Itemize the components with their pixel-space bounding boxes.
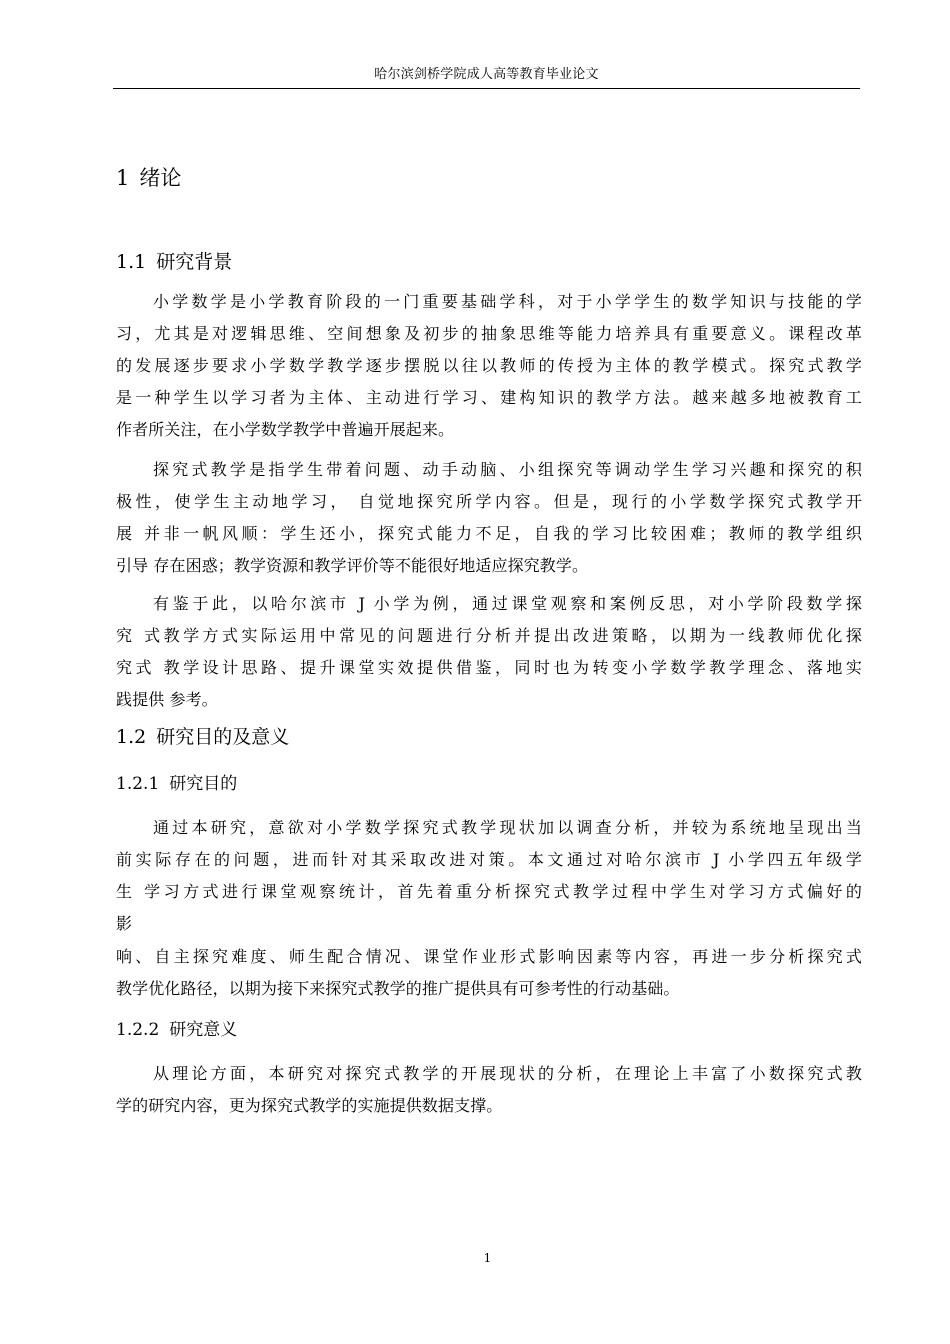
section-number: 1.1: [116, 251, 147, 273]
chapter-number: 1: [116, 166, 130, 190]
subsection-title-text: 研究目的: [169, 774, 238, 794]
running-header: 哈尔滨剑桥学院成人高等教育毕业论文: [374, 67, 599, 82]
subsection-title-text: 研究意义: [169, 1020, 238, 1040]
text-line: 从理论方面，本研究对探究式教学的开展现状的分析，在理论上丰富了小数探究式教: [153, 1064, 862, 1083]
text-line: 学的研究内容，更为探究式教学的实施提供数据支撑。: [116, 1096, 503, 1115]
text-line: 响、自主探究难度、师生配合情况、课堂作业形式影响因素等内容，再进一步分析探究式: [116, 947, 862, 966]
text-line: 究式 教学设计思路、提升课堂实效提供借鉴，同时也为转变小学数学教学理念、落地实: [116, 658, 862, 677]
text-line: 引导 存在困惑；教学资源和教学评价等不能很好地适应探究教学。: [116, 556, 589, 575]
section-title-text: 研究背景: [156, 251, 233, 273]
text-line: 探究式教学是指学生带着问题、动手动脑、小组探究等调动学生学习兴趣和探究的积: [153, 460, 862, 479]
paragraph-significance: [116, 1058, 862, 1122]
text-line: 影: [116, 914, 133, 933]
text-line: 是一种学生以学习者为主体、主动进行学习、建构知识的教学方法。越来越多地被教育工: [116, 388, 862, 407]
text-line: 教学优化路径，以期为接下来探究式教学的推广提供具有可参考性的行动基础。: [116, 979, 680, 998]
section-number: 1.2: [116, 726, 147, 748]
text-line: 习，尤其是对逻辑思维、空间想象及初步的抽象思维等能力培养具有重要意义。课程改革: [116, 324, 862, 343]
section-title-text: 研究目的及意义: [156, 726, 290, 748]
paragraph-background-2: [116, 454, 862, 582]
subsection-title-1-2-1: [116, 771, 237, 797]
subsection-number: 1.2.2: [116, 1020, 160, 1040]
text-line: 生 学习方式进行课堂观察统计，首先着重分析探究式教学过程中学生对学习方式偏好的: [116, 882, 862, 901]
text-line: 小学数学是小学教育阶段的一门重要基础学科，对于小学学生的数学知识与技能的学: [153, 292, 862, 311]
chapter-title-text: 绪论: [139, 166, 182, 190]
text-line: 极性，使学生主动地学习， 自觉地探究所学内容。但是，现行的小学数学探究式教学开: [116, 492, 862, 511]
text-line: 作者所关注，在小学数学教学中普遍开展起来。: [116, 420, 455, 439]
section-title-1-2: [116, 723, 289, 751]
text-line: 究 式教学方式实际运用中常见的问题进行分析并提出改进策略，以期为一线教师优化探: [116, 626, 862, 645]
text-line: 通过本研究，意欲对小学数学探究式教学现状加以调查分析，并较为系统地呈现出当: [153, 818, 862, 837]
text-line: 有鉴于此，以哈尔滨市 J 小学为例，通过课堂观察和案例反思，对小学阶段数学探: [153, 594, 862, 613]
text-line: 践提供 参考。: [116, 690, 218, 709]
section-title-1-1: [116, 248, 232, 276]
text-line: 的发展逐步要求小学数学教学逐步摆脱以往以教师的传授为主体的教学模式。探究式教学: [116, 356, 862, 375]
paragraph-background-3: [116, 588, 862, 716]
subsection-title-1-2-2: [116, 1017, 237, 1043]
paragraph-purpose: [116, 812, 862, 1005]
header-rule: [113, 88, 860, 89]
text-line: 展 并非一帆风顺：学生还小，探究式能力不足，自我的学习比较困难；教师的教学组织: [116, 524, 862, 543]
text-line: 前实际存在的问题，进而针对其采取改进对策。本文通过对哈尔滨市 J 小学四五年级学: [116, 850, 862, 869]
chapter-title: [116, 163, 181, 193]
paragraph-background-1: [116, 286, 862, 446]
subsection-number: 1.2.1: [116, 774, 160, 794]
page-number: 1: [483, 1251, 492, 1265]
